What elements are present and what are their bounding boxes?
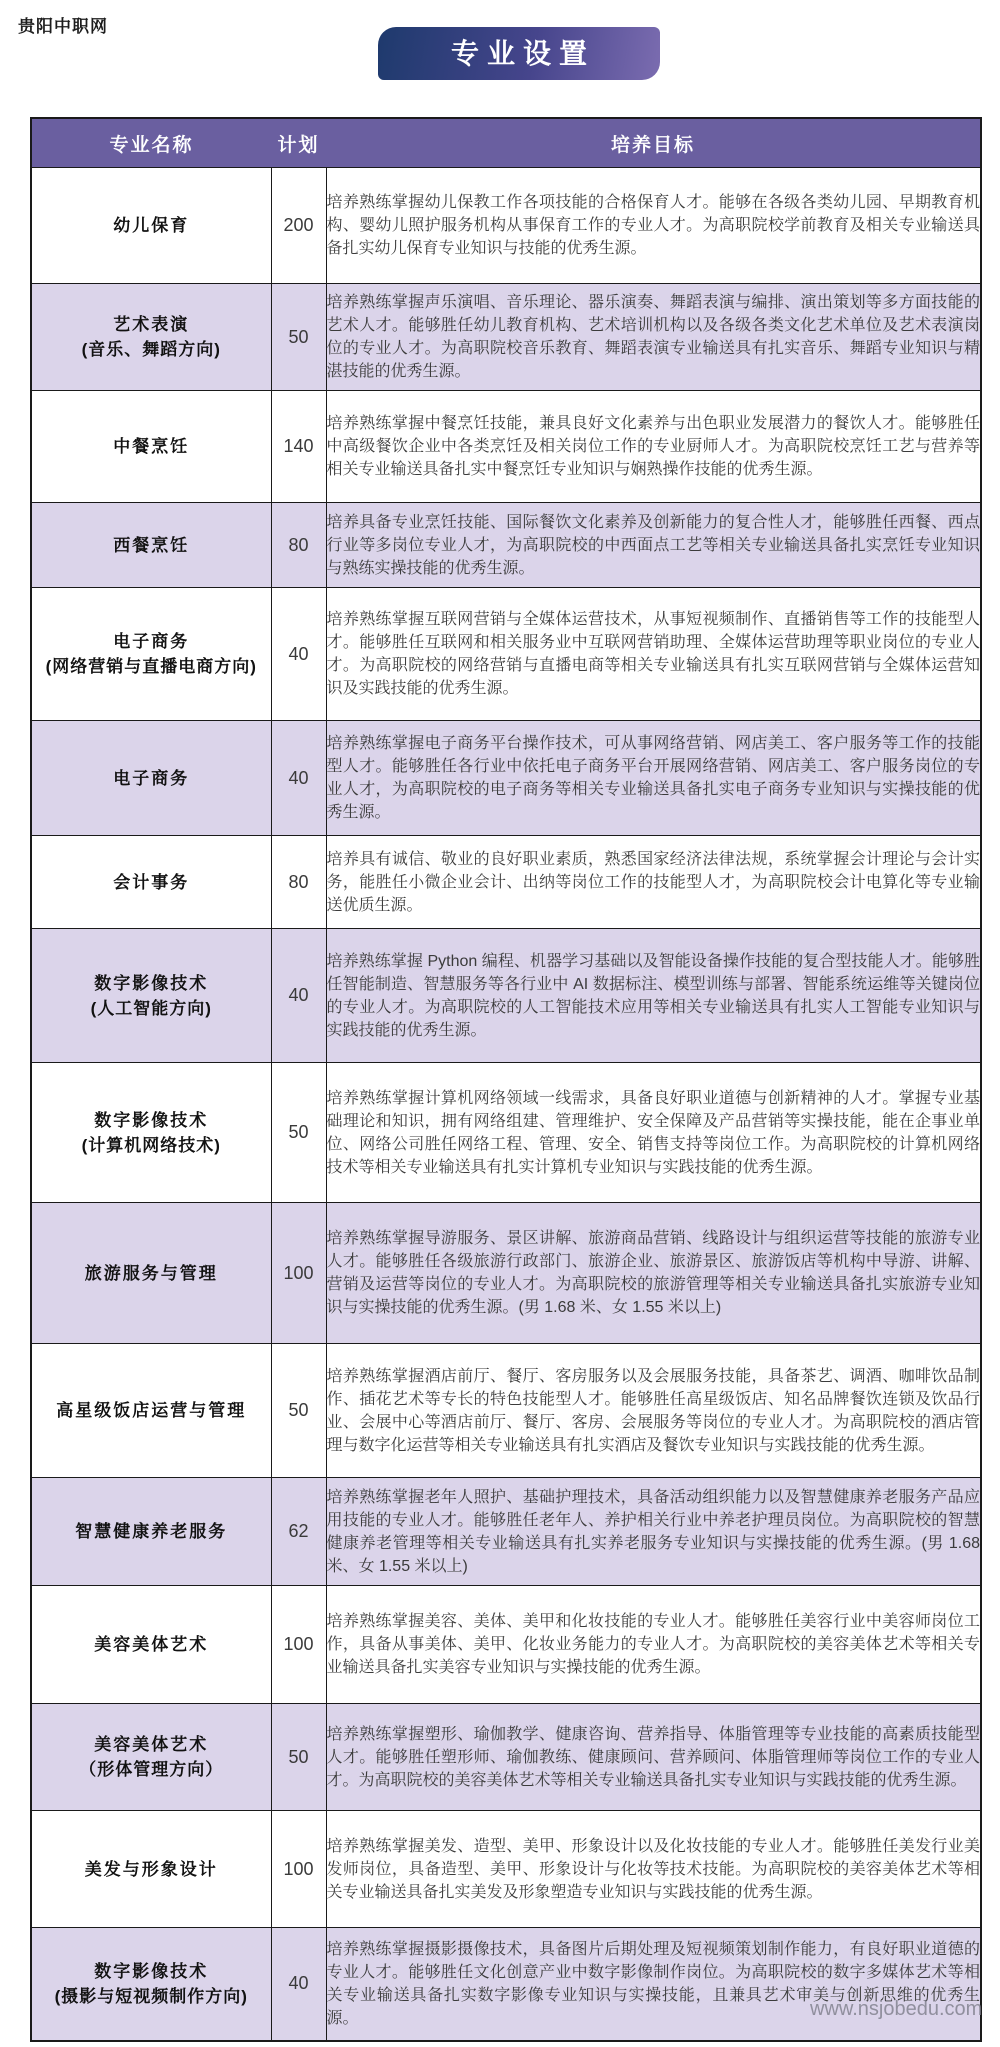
col-header-plan: 计划 <box>271 118 326 168</box>
program-plan: 40 <box>271 721 326 836</box>
program-goal: 培养熟练掌握中餐烹饪技能，兼具良好文化素养与出色职业发展潜力的餐饮人才。能够胜任中高级餐饮企业中各类烹饪及相关岗位工作的专业厨师人才。为高职院校烹饪工艺与营养等相关专业输送具备扎实中餐烹饪专业知识与娴熟操作技能的优秀生源。 <box>326 391 981 503</box>
program-name: 美发与形象设计 <box>84 1859 218 1879</box>
program-plan: 40 <box>271 588 326 721</box>
table-row <box>31 721 981 836</box>
program-direction: (音乐、舞蹈方向) <box>81 340 221 359</box>
program-plan: 140 <box>271 391 326 503</box>
table-row <box>31 836 981 929</box>
program-name: 美容美体艺术 <box>94 1735 209 1754</box>
table-row <box>31 284 981 391</box>
watermark: www.nsjobedu.com <box>810 1998 983 2020</box>
program-goal: 培养具有诚信、敬业的良好职业素质，熟悉国家经济法律法规，系统掌握会计理论与会计实务，能胜任小微企业会计、出纳等岗位工作的技能型人才，为高职院校会计电算化等专业输送优质生源。 <box>326 836 981 929</box>
program-plan: 50 <box>271 1063 326 1203</box>
program-direction: （形体管理方向） <box>79 1760 224 1779</box>
program-goal: 培养熟练掌握塑形、瑜伽教学、健康咨询、营养指导、体脂管理等专业技能的高素质技能型人才。能够胜任塑形师、瑜伽教练、健康顾问、营养顾问、体脂管理师等岗位工作的专业人才。为高职院校的美容美体艺术等相关专业输送具备扎实专业知识与实践技能的优秀生源。 <box>326 1704 981 1811</box>
table-row <box>31 1203 981 1344</box>
program-plan: 50 <box>271 1344 326 1478</box>
table-row <box>31 1478 981 1586</box>
program-goal: 培养熟练掌握电子商务平台操作技术，可从事网络营销、网店美工、客户服务等工作的技能型人才。能够胜任各行业中依托电子商务平台开展网络营销、网店美工、客户服务岗位的专业人才，为高职院校的电子商务等相关专业输送具备扎实电子商务专业知识与实操技能的优秀生源。 <box>326 721 981 836</box>
program-direction: (摄影与短视频制作方向) <box>54 1986 248 2006</box>
col-header-goal: 培养目标 <box>326 118 981 168</box>
table-row <box>31 929 981 1063</box>
program-goal: 培养熟练掌握老年人照护、基础护理技术，具备活动组织能力以及智慧健康养老服务产品应用技能的专业人才。能够胜任老年人、养护相关行业中养老护理员岗位。为高职院校的智慧健康养老管理等相关专业输送具有扎实养老服务专业知识与实操技能的优秀生源。(男 1.68 米、女 1.55 米以上) <box>326 1478 981 1586</box>
program-plan: 40 <box>271 929 326 1063</box>
program-goal: 培养熟练掌握计算机网络领域一线需求，具备良好职业道德与创新精神的人才。掌握专业基础理论和知识，拥有网络组建、管理维护、安全保障及产品营销等实操技能，能在企事业单位、网络公司胜任网络工程、管理、安全、销售支持等岗位工作。为高职院校的计算机网络技术等相关专业输送具有扎实计算机专业知识与实践技能的优秀生源。 <box>326 1063 981 1203</box>
program-plan: 50 <box>271 284 326 391</box>
program-goal: 培养具备专业烹饪技能、国际餐饮文化素养及创新能力的复合性人才，能够胜任西餐、西点行业等多岗位专业人才，为高职院校的中西面点工艺等相关专业输送具备扎实烹饪专业知识与熟练实操技能的优秀生源。 <box>326 503 981 588</box>
program-goal: 培养熟练掌握酒店前厅、餐厅、客房服务以及会展服务技能，具备茶艺、调酒、咖啡饮品制作、插花艺术等专长的特色技能型人才。能够胜任高星级饭店、知名品牌餐饮连锁及饮品行业、会展中心等酒店前厅、餐厅、客房、会展服务等岗位的专业人才。为高职院校的酒店管理与数字化运营等相关专业输送具有扎实酒店及餐饮专业知识与实践技能的优秀生源。 <box>326 1344 981 1478</box>
program-name: 电子商务 <box>113 632 190 651</box>
program-name: 会计事务 <box>113 872 190 892</box>
program-name: 智慧健康养老服务 <box>75 1522 228 1541</box>
program-name: 艺术表演 <box>113 315 190 334</box>
table-row <box>31 503 981 588</box>
site-name: 贵阳中职网 <box>18 17 108 36</box>
program-goal: 培养熟练掌握导游服务、景区讲解、旅游商品营销、线路设计与组织运营等技能的旅游专业人才。能够胜任各级旅游行政部门、旅游企业、旅游景区、旅游饭店等机构中导游、讲解、营销及运营等岗位的专业人才。为高职院校的旅游管理等相关专业输送具备扎实旅游专业知识与实操技能的优秀生源。(男 1.68 米、女 1.55 米以上) <box>326 1203 981 1344</box>
table-row <box>31 168 981 284</box>
program-name: 数字影像技术 <box>94 1961 209 1981</box>
program-direction: (人工智能方向) <box>90 998 212 1018</box>
program-direction: (网络营销与直播电商方向) <box>45 657 257 676</box>
program-name: 电子商务 <box>113 768 190 788</box>
program-name: 西餐烹饪 <box>113 535 190 555</box>
program-goal: 培养熟练掌握互联网营销与全媒体运营技术，从事短视频制作、直播销售等工作的技能型人才。能够胜任互联网和相关服务业中互联网营销助理、全媒体运营助理等职业岗位的专业人才。为高职院校的网络营销与直播电商等相关专业输送具有扎实互联网营销与全媒体运营知识及实践技能的优秀生源。 <box>326 588 981 721</box>
program-goal: 培养熟练掌握摄影摄像技术，具备图片后期处理及短视频策划制作能力，有良好职业道德的专业人才。能够胜任文化创意产业中数字影像制作岗位。为高职院校的数字多媒体艺术等相关专业输送具备扎实数字影像专业知识与实操技能，且兼具艺术审美与创新思维的优秀生源。 <box>326 1928 981 2041</box>
program-goal: 培养熟练掌握美容、美体、美甲和化妆技能的专业人才。能够胜任美容行业中美容师岗位工作，具备从事美体、美甲、化妆业务能力的专业人才。为高职院校的美容美体艺术等相关专业输送具备扎实美容专业知识与实操技能的优秀生源。 <box>326 1586 981 1704</box>
table-row <box>31 1063 981 1203</box>
program-plan: 100 <box>271 1203 326 1344</box>
program-plan: 80 <box>271 836 326 929</box>
program-plan: 62 <box>271 1478 326 1586</box>
program-name: 数字影像技术 <box>94 1110 209 1130</box>
table-row <box>31 1811 981 1928</box>
program-name: 数字影像技术 <box>94 973 209 993</box>
program-plan: 40 <box>271 1928 326 2041</box>
table-header-row <box>31 118 981 168</box>
section-title-badge <box>378 27 660 80</box>
program-plan: 200 <box>271 168 326 284</box>
section-title: 专业设置 <box>450 37 595 69</box>
table-row <box>31 1928 981 2041</box>
table-row <box>31 391 981 503</box>
program-plan: 80 <box>271 503 326 588</box>
program-plan: 100 <box>271 1811 326 1928</box>
program-name: 美容美体艺术 <box>94 1635 209 1654</box>
program-plan: 50 <box>271 1704 326 1811</box>
program-goal: 培养熟练掌握幼儿保教工作各项技能的合格保育人才。能够在各级各类幼儿园、早期教育机构、婴幼儿照护服务机构从事保育工作的专业人才。为高职院校学前教育及相关专业输送具备扎实幼儿保育专业知识与技能的优秀生源。 <box>326 168 981 284</box>
program-direction: (计算机网络技术) <box>81 1135 221 1155</box>
program-plan: 100 <box>271 1586 326 1704</box>
program-goal: 培养熟练掌握声乐演唱、音乐理论、器乐演奏、舞蹈表演与编排、演出策划等多方面技能的艺术人才。能够胜任幼儿教育机构、艺术培训机构以及各级各类文化艺术单位及艺术表演岗位的专业人才。为高职院校音乐教育、舞蹈表演专业输送具有扎实音乐、舞蹈专业知识与精湛技能的优秀生源。 <box>326 284 981 391</box>
program-goal: 培养熟练掌握 Python 编程、机器学习基础以及智能设备操作技能的复合型技能人才。能够胜任智能制造、智慧服务等各行业中 AI 数据标注、模型训练与部署、智能系统运维等关键岗位的专业人才。为高职院校的人工智能技术应用等相关专业输送具有扎实人工智能专业知识与实践技能的优秀生源。 <box>326 929 981 1063</box>
table-row <box>31 1344 981 1478</box>
program-name: 高星级饭店运营与管理 <box>56 1401 247 1420</box>
table-row <box>31 588 981 721</box>
programs-table <box>30 117 982 2042</box>
program-goal: 培养熟练掌握美发、造型、美甲、形象设计以及化妆技能的专业人才。能够胜任美发行业美发师岗位，具备造型、美甲、形象设计与化妆等技术技能。为高职院校的美容美体艺术等相关专业输送具备扎实美发及形象塑造专业知识与实践技能的优秀生源。 <box>326 1811 981 1928</box>
program-name: 幼儿保育 <box>113 216 190 235</box>
table-row <box>31 1586 981 1704</box>
table-row <box>31 1704 981 1811</box>
programs-table-body <box>31 168 981 2041</box>
program-name: 旅游服务与管理 <box>84 1263 218 1283</box>
program-name: 中餐烹饪 <box>113 437 190 456</box>
col-header-major-name: 专业名称 <box>31 118 271 168</box>
